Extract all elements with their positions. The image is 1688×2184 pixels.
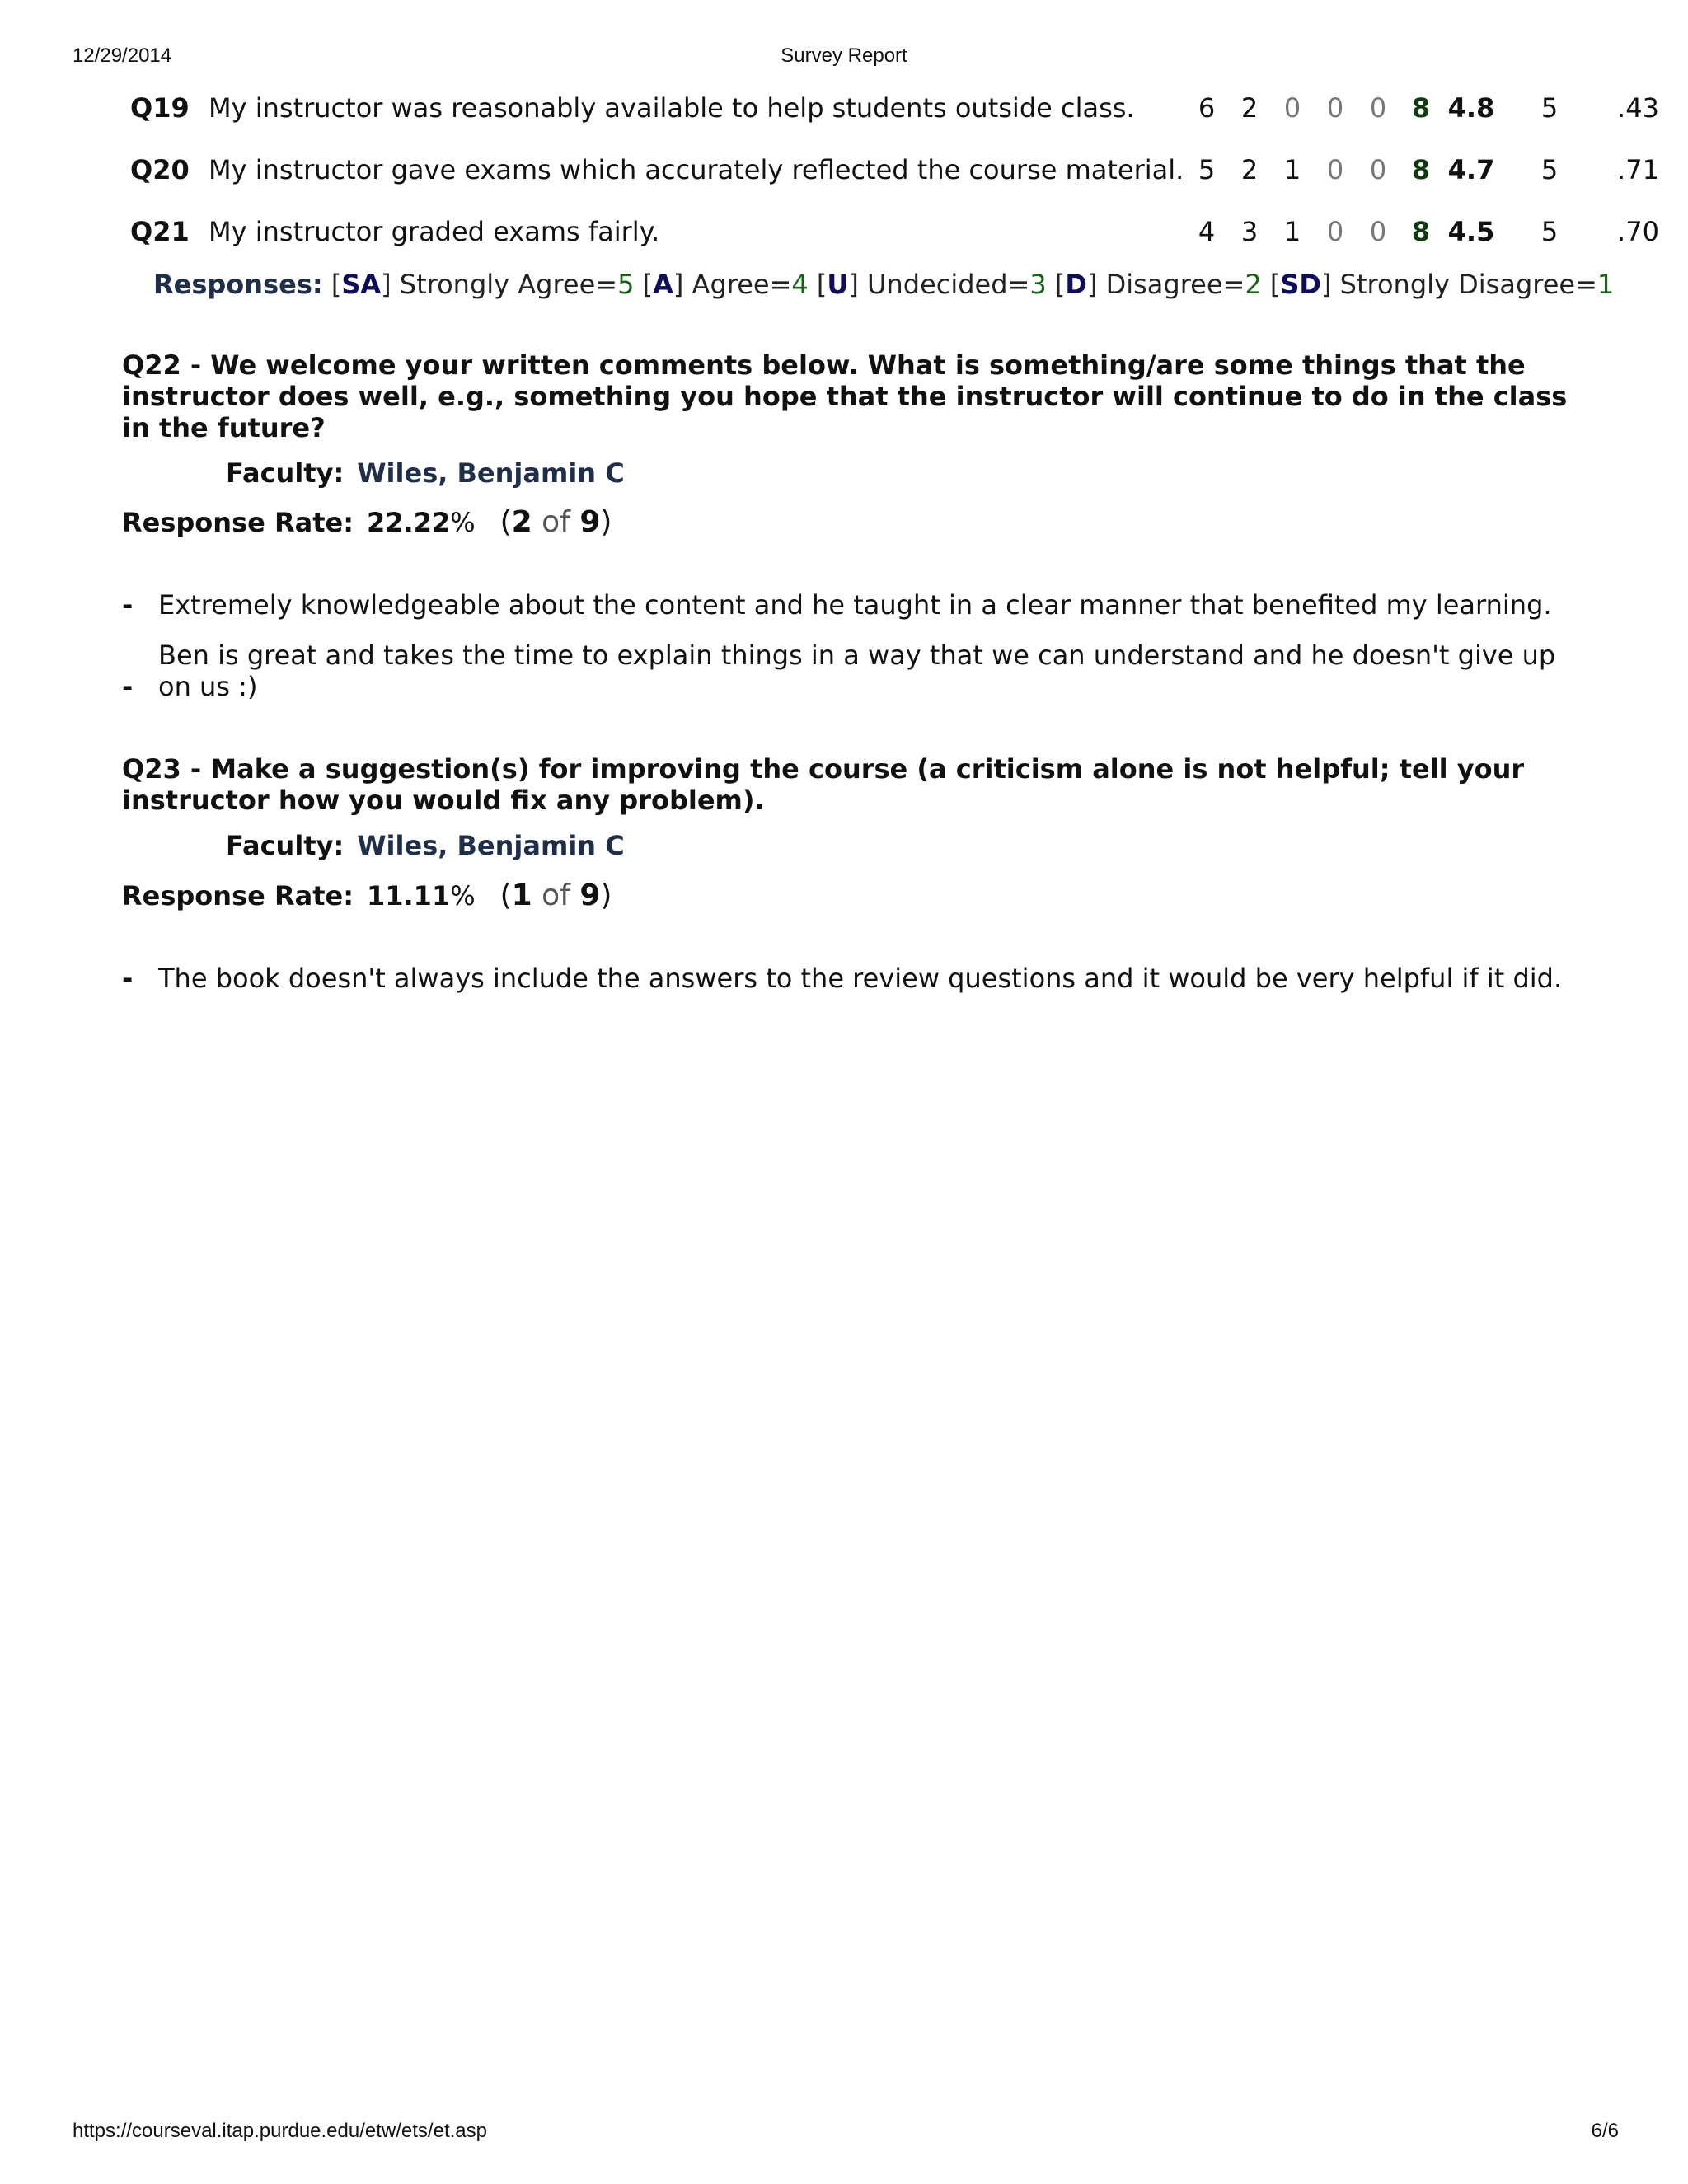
count-strongly-agree: 5 (1198, 154, 1216, 185)
comment-text: Ben is great and takes the time to explain things in a way that we can understand and he doesn't give up on us :) (158, 640, 1556, 702)
mean-score: 4.8 (1447, 92, 1495, 124)
response-rate-percent: % (450, 880, 476, 912)
q23-response-rate (122, 879, 612, 912)
median-score: 5 (1540, 154, 1559, 185)
response-rate-label: Response Rate: (122, 507, 354, 538)
response-rate-value: 11.11 (366, 880, 451, 912)
legend-text: Strongly Agree= (399, 269, 618, 300)
page-url: https://courseval.itap.purdue.edu/etw/ets/et.asp (73, 2120, 487, 2142)
print-date: 12/29/2014 (73, 45, 172, 67)
question-id: Q21 (130, 216, 190, 247)
count-undecided: 1 (1283, 216, 1301, 247)
legend-value: 1 (1597, 269, 1615, 300)
bullet-dash: - (122, 589, 134, 621)
bullet-dash: - (122, 671, 134, 702)
comment-item (122, 963, 1573, 994)
legend-value: 2 (1245, 269, 1262, 300)
response-rate-label: Response Rate: (122, 880, 354, 912)
legend-code: SA (341, 269, 382, 300)
faculty-name: Wiles, Benjamin C (357, 457, 625, 489)
legend-code: SD (1280, 269, 1321, 300)
table-row (124, 127, 1677, 213)
question-text: My instructor was reasonably available to help students outside class. (209, 92, 1135, 124)
faculty-label: Faculty: (226, 830, 345, 861)
table-row (124, 213, 1677, 251)
comment-text: Extremely knowledgeable about the content and he taught in a clear manner that benefited my learning. (158, 589, 1552, 621)
response-count: 8 (1411, 216, 1431, 247)
legend-code: D (1065, 269, 1087, 300)
count-strongly-disagree: 0 (1369, 154, 1387, 185)
std-deviation: .43 (1617, 92, 1659, 124)
count-undecided: 1 (1283, 154, 1301, 185)
legend-text: Strongly Disagree= (1339, 269, 1597, 300)
bullet-dash: - (122, 963, 134, 994)
response-count-paren: (1 of 9) (499, 879, 612, 912)
of-label: of (542, 879, 570, 912)
question-id: Q20 (130, 154, 190, 185)
comment-item (122, 640, 1573, 702)
legend-value: 5 (617, 269, 635, 300)
response-count: 1 (511, 879, 532, 912)
comment-item (122, 589, 1573, 621)
response-rate-value: 22.22 (366, 507, 451, 538)
legend-text: Undecided= (867, 269, 1030, 300)
count-strongly-disagree: 0 (1369, 92, 1387, 124)
mean-score: 4.5 (1447, 216, 1495, 247)
count-disagree: 0 (1326, 92, 1344, 124)
legend-text: Agree= (692, 269, 792, 300)
response-count: 2 (511, 505, 532, 539)
page-title: Survey Report (781, 45, 907, 67)
response-count-paren: (2 of 9) (499, 505, 612, 539)
response-count: 8 (1411, 154, 1431, 185)
table-row (124, 89, 1677, 127)
question-text: My instructor gave exams which accurately reflected the course material. (209, 154, 1184, 185)
count-agree: 2 (1240, 154, 1259, 185)
response-rate-percent: % (450, 507, 476, 538)
of-label: of (542, 505, 570, 539)
count-disagree: 0 (1326, 216, 1344, 247)
faculty-name: Wiles, Benjamin C (357, 830, 625, 861)
count-strongly-agree: 4 (1198, 216, 1216, 247)
q22-response-rate (122, 505, 612, 539)
count-agree: 2 (1240, 92, 1259, 124)
median-score: 5 (1540, 92, 1559, 124)
std-deviation: .70 (1617, 216, 1659, 247)
page-number: 6/6 (1591, 2120, 1619, 2142)
count-strongly-disagree: 0 (1369, 216, 1387, 247)
legend-code: U (827, 269, 849, 300)
std-deviation: .71 (1617, 154, 1659, 185)
comment-text: The book doesn't always include the answers to the review questions and it would be very helpful if it did. (158, 963, 1563, 994)
enrolled-total: 9 (579, 879, 601, 912)
legend-text: Disagree= (1105, 269, 1245, 300)
faculty-label: Faculty: (226, 457, 345, 489)
legend-code: A (653, 269, 673, 300)
q22-faculty (226, 457, 625, 489)
likert-question-table (124, 89, 1677, 251)
legend-value: 3 (1029, 269, 1047, 300)
mean-score: 4.7 (1447, 154, 1495, 185)
median-score: 5 (1540, 216, 1559, 247)
enrolled-total: 9 (579, 505, 601, 539)
count-undecided: 0 (1283, 92, 1301, 124)
legend-value: 4 (791, 269, 809, 300)
q23-heading: Q23 - Make a suggestion(s) for improving the course (a criticism alone is not helpful; tell your instructor how you would fix any problem). (122, 753, 1525, 816)
response-scale-legend: Responses: [SA] Strongly Agree=5 [A] Agree=4 [U] Undecided=3 [D] Disagree=2 [SD] Strongly Disagree=1 (153, 269, 1615, 300)
count-disagree: 0 (1326, 154, 1344, 185)
count-agree: 3 (1240, 216, 1259, 247)
q23-faculty (226, 830, 625, 861)
question-text: My instructor graded exams fairly. (209, 216, 660, 247)
legend-label: Responses: (153, 269, 323, 300)
count-strongly-agree: 6 (1198, 92, 1216, 124)
question-id: Q19 (130, 92, 190, 124)
response-count: 8 (1411, 92, 1431, 124)
q22-heading: Q22 - We welcome your written comments below. What is something/are some things that the instructor does well, e.g., something you hope that the instructor will continue to do in the class in the future? (122, 349, 1568, 443)
